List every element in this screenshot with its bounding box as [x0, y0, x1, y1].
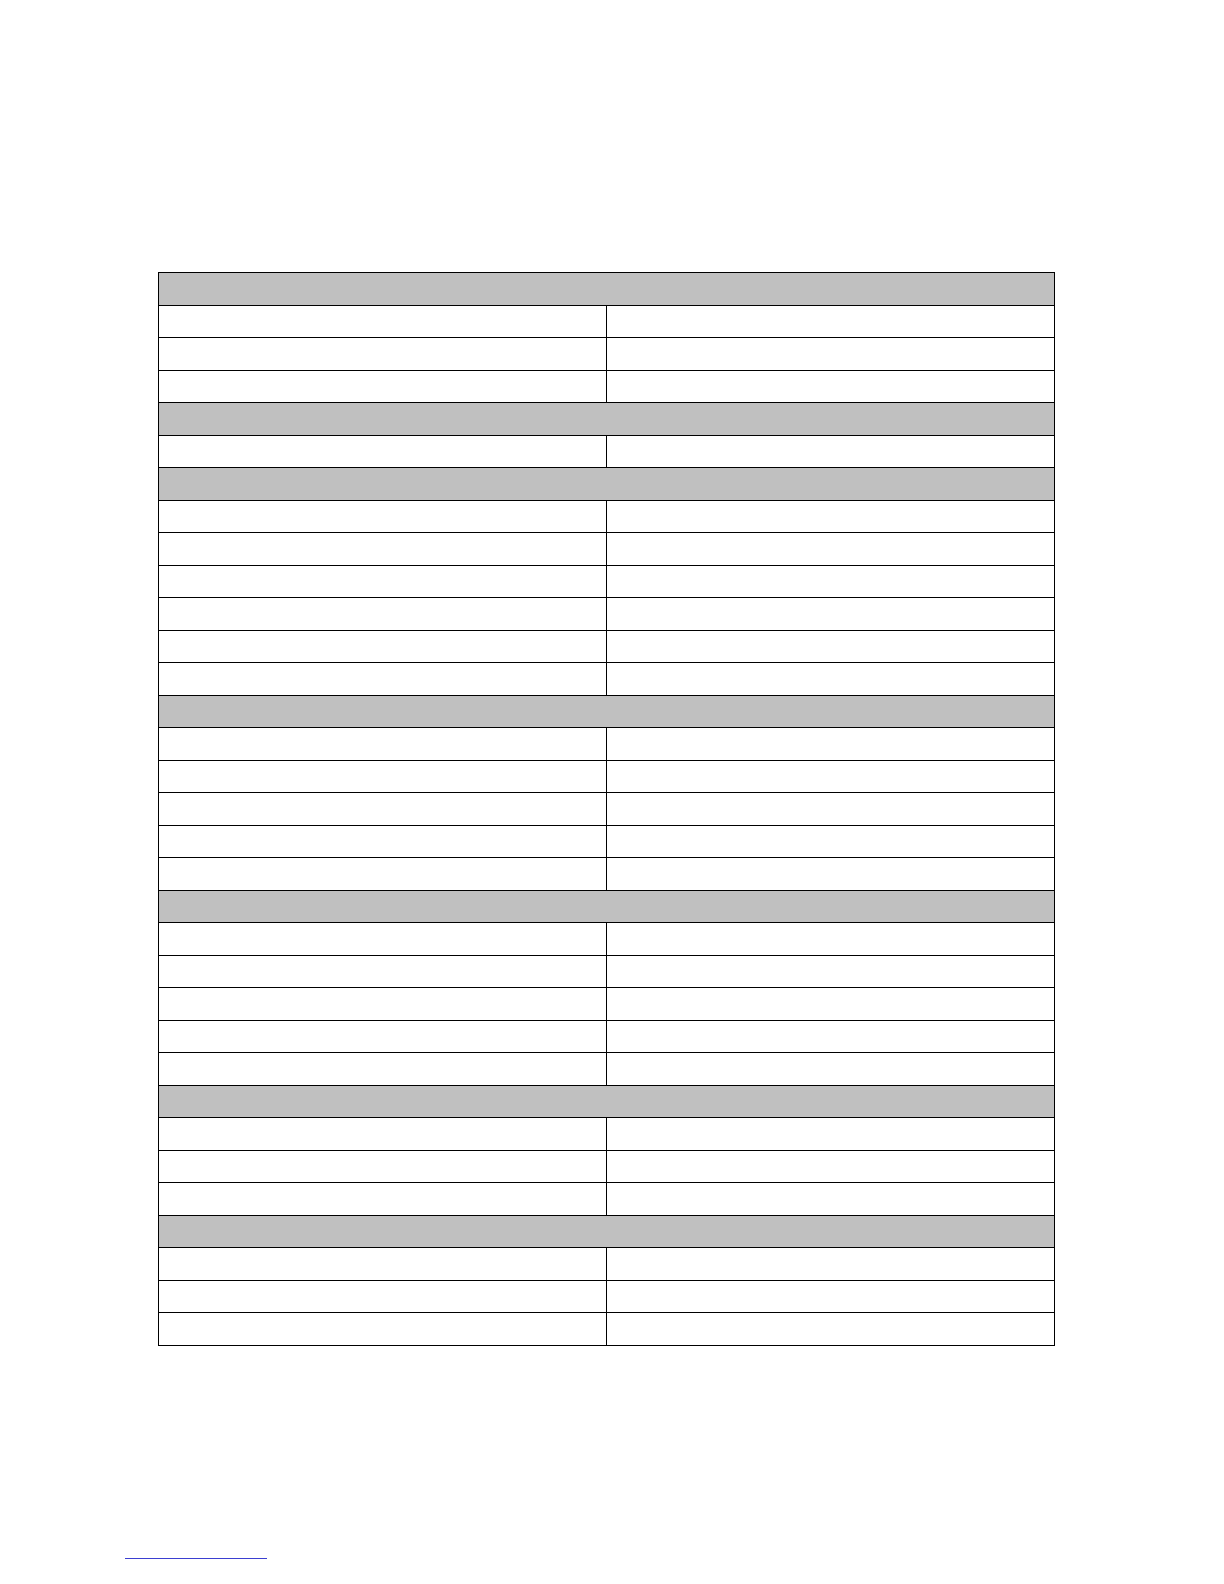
table-row	[159, 1020, 1055, 1053]
table-row	[159, 1313, 1055, 1346]
table-row	[159, 305, 1055, 338]
field-value	[607, 858, 1055, 891]
section-header	[159, 403, 1055, 436]
field-label	[159, 760, 607, 793]
footnote-separator-line	[125, 1558, 267, 1559]
section-header	[159, 1215, 1055, 1248]
table-row	[159, 338, 1055, 371]
section-header	[159, 1085, 1055, 1118]
field-value	[607, 1280, 1055, 1313]
field-value	[607, 988, 1055, 1021]
field-label	[159, 923, 607, 956]
field-label	[159, 1313, 607, 1346]
table-row	[159, 500, 1055, 533]
table-row	[159, 923, 1055, 956]
section-header	[159, 695, 1055, 728]
section-header-row	[159, 695, 1055, 728]
field-label	[159, 565, 607, 598]
field-value	[607, 338, 1055, 371]
field-value	[607, 1053, 1055, 1086]
field-label	[159, 630, 607, 663]
field-label	[159, 500, 607, 533]
field-label	[159, 1183, 607, 1216]
field-value	[607, 1183, 1055, 1216]
table-row	[159, 760, 1055, 793]
form-table-body	[159, 273, 1055, 1346]
section-header-row	[159, 1215, 1055, 1248]
field-value	[607, 1020, 1055, 1053]
table-row	[159, 728, 1055, 761]
table-row	[159, 565, 1055, 598]
table-row	[159, 435, 1055, 468]
field-value	[607, 630, 1055, 663]
field-label	[159, 1118, 607, 1151]
table-row	[159, 825, 1055, 858]
field-value	[607, 663, 1055, 696]
field-value	[607, 598, 1055, 631]
table-row	[159, 1150, 1055, 1183]
field-value	[607, 370, 1055, 403]
field-label	[159, 1053, 607, 1086]
table-row	[159, 598, 1055, 631]
field-value	[607, 1118, 1055, 1151]
field-label	[159, 338, 607, 371]
field-value	[607, 1313, 1055, 1346]
field-label	[159, 728, 607, 761]
field-label	[159, 305, 607, 338]
field-value	[607, 923, 1055, 956]
table-row	[159, 370, 1055, 403]
table-row	[159, 988, 1055, 1021]
table-row	[159, 1280, 1055, 1313]
field-label	[159, 988, 607, 1021]
table-row	[159, 663, 1055, 696]
field-label	[159, 955, 607, 988]
field-value	[607, 533, 1055, 566]
field-value	[607, 565, 1055, 598]
field-label	[159, 1248, 607, 1281]
section-header-row	[159, 403, 1055, 436]
field-label	[159, 858, 607, 891]
table-row	[159, 858, 1055, 891]
field-label	[159, 1020, 607, 1053]
field-label	[159, 370, 607, 403]
field-label	[159, 663, 607, 696]
field-label	[159, 598, 607, 631]
table-row	[159, 955, 1055, 988]
section-header	[159, 273, 1055, 306]
section-header-row	[159, 890, 1055, 923]
section-header	[159, 468, 1055, 501]
section-header-row	[159, 468, 1055, 501]
table-row	[159, 1053, 1055, 1086]
table-row	[159, 1183, 1055, 1216]
field-label	[159, 1150, 607, 1183]
field-value	[607, 435, 1055, 468]
field-label	[159, 793, 607, 826]
table-row	[159, 793, 1055, 826]
form-table	[158, 272, 1055, 1346]
table-row	[159, 1248, 1055, 1281]
field-label	[159, 435, 607, 468]
section-header-row	[159, 1085, 1055, 1118]
field-label	[159, 533, 607, 566]
section-header-row	[159, 273, 1055, 306]
field-value	[607, 760, 1055, 793]
section-header	[159, 890, 1055, 923]
field-value	[607, 305, 1055, 338]
field-label	[159, 825, 607, 858]
field-value	[607, 1150, 1055, 1183]
field-value	[607, 500, 1055, 533]
field-value	[607, 825, 1055, 858]
field-value	[607, 728, 1055, 761]
table-row	[159, 533, 1055, 566]
table-row	[159, 630, 1055, 663]
field-value	[607, 1248, 1055, 1281]
field-value	[607, 793, 1055, 826]
field-value	[607, 955, 1055, 988]
table-row	[159, 1118, 1055, 1151]
field-label	[159, 1280, 607, 1313]
